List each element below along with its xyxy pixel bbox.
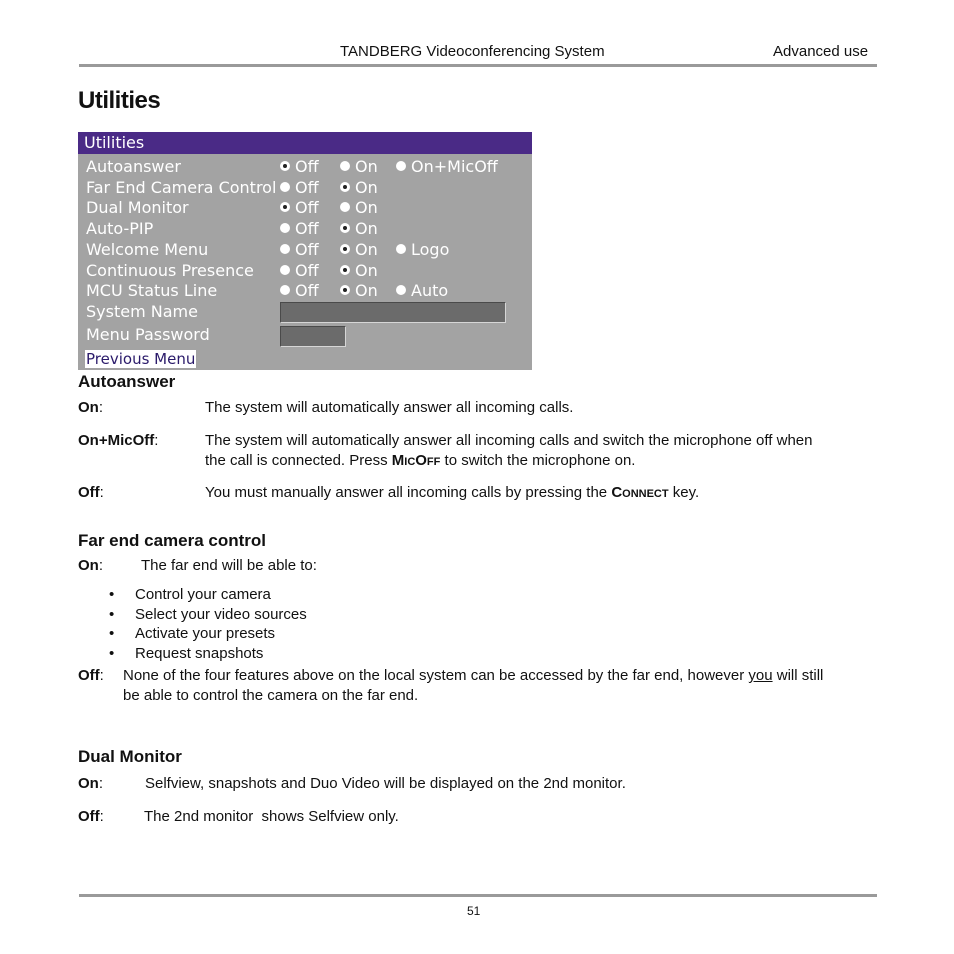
menu-label: Autoanswer <box>86 157 181 176</box>
radio-option-on[interactable] <box>340 281 378 300</box>
radio-empty-icon <box>280 244 290 254</box>
radio-option-on[interactable] <box>340 219 378 238</box>
header-section: Advanced use <box>773 43 869 60</box>
list-item: • Request snapshots <box>109 644 307 664</box>
dual-on-desc: Selfview, snapshots and Duo Video will be displayed on the 2nd monitor. <box>145 775 626 792</box>
autoanswer-onmic-term: On+MicOff: <box>78 432 159 449</box>
radio-selected-icon <box>340 223 350 233</box>
header-title: TANDBERG Videoconferencing System <box>340 43 605 60</box>
page-number: 51 <box>467 904 481 918</box>
menu-password-field[interactable] <box>280 326 346 347</box>
dual-on-term: On: <box>78 775 104 792</box>
fecc-on-term: On: <box>78 557 104 574</box>
radio-label: Off <box>295 198 319 218</box>
menu-label: System Name <box>86 302 198 321</box>
radio-option-on[interactable] <box>340 178 378 197</box>
fecc-off-term: Off: <box>78 667 104 684</box>
utilities-menu <box>78 132 532 370</box>
autoanswer-onmic-desc: The system will automatically answer all incoming calls and switch the microphone off when the call is connected. Press MicOff to switch the microphone on. <box>205 432 813 469</box>
radio-selected-icon <box>340 244 350 254</box>
dual-off-desc: The 2nd monitor shows Selfview only. <box>144 808 399 825</box>
previous-menu-button[interactable]: Previous Menu <box>86 350 196 368</box>
menu-label: MCU Status Line <box>86 281 218 301</box>
page-title: Utilities <box>78 87 161 114</box>
radio-empty-icon <box>396 285 406 295</box>
menu-row-auto-pip[interactable] <box>78 219 532 239</box>
menu-label: Continuous Presence <box>86 260 254 280</box>
micoff-key: MicOff <box>391 452 441 469</box>
radio-label: On <box>355 260 378 280</box>
radio-label: Off <box>295 177 319 197</box>
radio-empty-icon <box>280 223 290 233</box>
radio-selected-icon <box>280 202 290 212</box>
connect-key: Connect <box>611 484 669 501</box>
radio-label: On+MicOff <box>411 157 498 176</box>
radio-option-off[interactable] <box>280 240 319 259</box>
radio-selected-icon <box>340 285 350 295</box>
radio-empty-icon <box>396 244 406 254</box>
radio-selected-icon <box>340 182 350 192</box>
list-item: • Control your camera <box>109 585 307 605</box>
menu-row-mcu-status-line[interactable] <box>78 281 532 301</box>
menu-label: Far End Camera Control <box>86 177 277 197</box>
radio-empty-icon <box>280 265 290 275</box>
radio-label: Off <box>295 260 319 280</box>
header-rule <box>79 64 877 67</box>
radio-empty-icon <box>340 202 350 212</box>
radio-label: On <box>355 157 378 176</box>
menu-row-continuous-presence[interactable] <box>78 261 532 281</box>
radio-label: Off <box>295 219 319 239</box>
radio-label: Off <box>295 239 319 259</box>
fecc-on-desc: The far end will be able to: <box>141 557 317 574</box>
menu-label: Welcome Menu <box>86 239 209 259</box>
radio-selected-icon <box>340 265 350 275</box>
radio-option-auto[interactable] <box>396 281 448 300</box>
radio-option-off[interactable] <box>280 261 319 280</box>
menu-label: Dual Monitor <box>86 198 189 218</box>
autoanswer-off-term: Off: <box>78 484 104 501</box>
autoanswer-heading: Autoanswer <box>78 372 176 391</box>
footer-rule <box>79 894 877 897</box>
radio-option-on[interactable] <box>340 240 378 259</box>
dual-monitor-heading: Dual Monitor <box>78 747 182 766</box>
radio-option-off[interactable] <box>280 281 319 300</box>
radio-option-on[interactable] <box>340 198 378 217</box>
radio-option-off[interactable] <box>280 198 319 217</box>
radio-label: On <box>355 281 378 301</box>
radio-selected-icon <box>280 161 290 171</box>
menu-title-bar <box>78 132 532 154</box>
menu-label: Menu Password <box>86 325 210 344</box>
radio-option-logo[interactable] <box>396 240 449 259</box>
radio-label: Logo <box>411 239 450 259</box>
dual-off-term: Off: <box>78 808 104 825</box>
radio-label: Off <box>295 157 319 176</box>
menu-row-autoanswer[interactable] <box>78 157 532 177</box>
fecc-off-desc: None of the four features above on the local system can be accessed by the far end, however you will still be able to control the camera on the far end. <box>123 667 824 704</box>
radio-option-off[interactable] <box>280 219 319 238</box>
autoanswer-on-term: On: <box>78 399 104 416</box>
radio-option-off[interactable] <box>280 157 319 176</box>
radio-option-on-micoff[interactable] <box>396 157 498 176</box>
menu-label: Auto-PIP <box>86 219 154 239</box>
autoanswer-off-desc: You must manually answer all incoming calls by pressing the Connect key. <box>205 484 700 501</box>
radio-empty-icon <box>280 182 290 192</box>
radio-option-on[interactable] <box>340 261 378 280</box>
menu-title: Utilities <box>84 133 145 152</box>
menu-row-far-end-camera-control[interactable] <box>78 178 532 198</box>
radio-label: Auto <box>411 281 449 301</box>
system-name-field[interactable] <box>280 302 506 323</box>
radio-label: On <box>355 239 378 259</box>
radio-label: Off <box>295 281 319 301</box>
radio-empty-icon <box>340 161 350 171</box>
fecc-heading: Far end camera control <box>78 531 267 550</box>
fecc-feature-list <box>109 585 307 663</box>
radio-empty-icon <box>280 285 290 295</box>
radio-option-off[interactable] <box>280 178 319 197</box>
list-item: • Select your video sources <box>109 605 307 625</box>
radio-label: On <box>355 177 378 197</box>
autoanswer-on-desc: The system will automatically answer all incoming calls. <box>205 399 574 416</box>
list-item: • Activate your presets <box>109 624 307 644</box>
radio-label: On <box>355 219 378 239</box>
radio-empty-icon <box>396 161 406 171</box>
radio-label: On <box>355 198 378 218</box>
radio-option-on[interactable] <box>340 157 378 176</box>
menu-row-welcome-menu[interactable] <box>78 240 532 260</box>
menu-row-dual-monitor[interactable] <box>78 198 532 218</box>
